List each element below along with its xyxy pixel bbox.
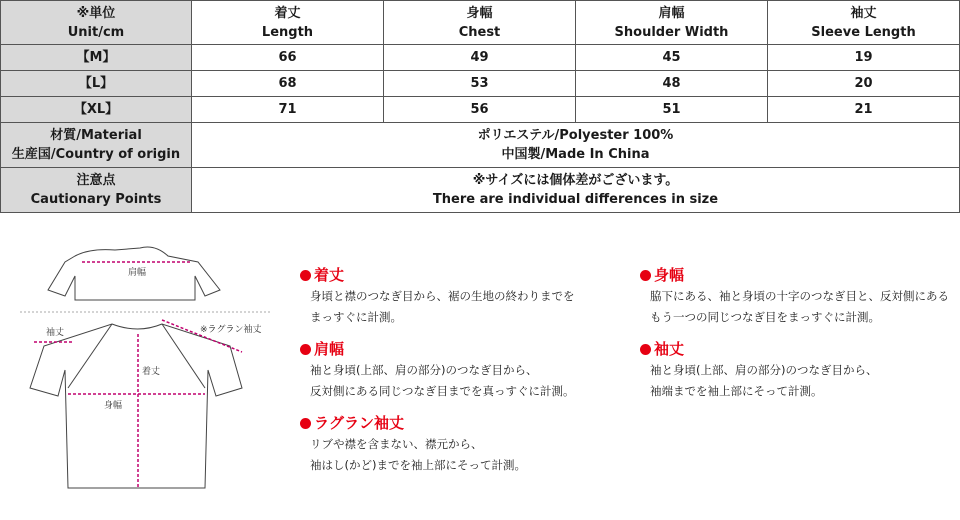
material-label: 材質/Material 生産国/Country of origin [1,123,192,168]
table-cell: 48 [576,71,768,97]
size-label: 【M】 [1,45,192,71]
table-cell: 68 [192,71,384,97]
table-cell: 49 [384,45,576,71]
bullet-icon [640,344,651,355]
shirt-front-view [30,324,242,488]
caution-label: 注意点 Cautionary Points [1,168,192,213]
diagram-sleeve-label: 袖丈 [46,328,65,338]
caution-row [1,168,960,213]
table-cell: 45 [576,45,768,71]
shirt-measurement-diagram [20,238,270,500]
header-chest: 身幅 Chest [384,1,576,45]
material-row [1,123,960,168]
note-chest: 身幅 脇下にある、袖と身頃の十字のつなぎ目と、反対側にある もう一つの同じつなぎ目をまっすぐに計測。 [640,264,949,328]
note-length: 着丈 身頃と襟のつなぎ目から、裾の生地の終わりまでを まっすぐに計測。 [300,264,575,328]
caution-value: ※サイズには個体差がございます。 There are individual differences in size [192,168,960,213]
bullet-icon [300,270,311,281]
table-cell: 51 [576,97,768,123]
note-sleeve: 袖丈 袖と身頃(上部、肩の部分)のつなぎ目から、 袖端までを袖上部にそって計測。 [640,338,877,402]
table-cell: 56 [384,97,576,123]
header-unit: ※単位 Unit/cm [1,1,192,45]
note-raglan: ラグラン袖丈 リブや襟を含まない、襟元から、 袖はし(かど)までを袖上部にそって計測。 [300,412,526,476]
size-label: 【L】 [1,71,192,97]
diagram-length-label: 着丈 [142,367,161,377]
table-row [1,71,960,97]
bullet-icon [300,344,311,355]
note-shoulder: 肩幅 袖と身頃(上部、肩の部分)のつなぎ目から、 反対側にある同じつなぎ目までを真っすぐに計測。 [300,338,575,402]
diagram-shoulder-label: 肩幅 [128,268,147,278]
material-value: ポリエステル/Polyester 100% 中国製/Made In China [192,123,960,168]
bullet-icon [640,270,651,281]
diagram-chest-label: 身幅 [104,401,123,411]
header-shoulder: 肩幅 Shoulder Width [576,1,768,45]
size-table [0,0,960,213]
header-sleeve: 袖丈 Sleeve Length [768,1,960,45]
table-cell: 21 [768,97,960,123]
bullet-icon [300,418,311,429]
header-length: 着丈 Length [192,1,384,45]
table-cell: 19 [768,45,960,71]
table-row [1,45,960,71]
table-cell: 53 [384,71,576,97]
table-cell: 66 [192,45,384,71]
size-label: 【XL】 [1,97,192,123]
table-row [1,97,960,123]
table-cell: 20 [768,71,960,97]
diagram-raglan-label: ※ラグラン袖丈 [200,325,262,335]
header-row [1,1,960,45]
table-cell: 71 [192,97,384,123]
